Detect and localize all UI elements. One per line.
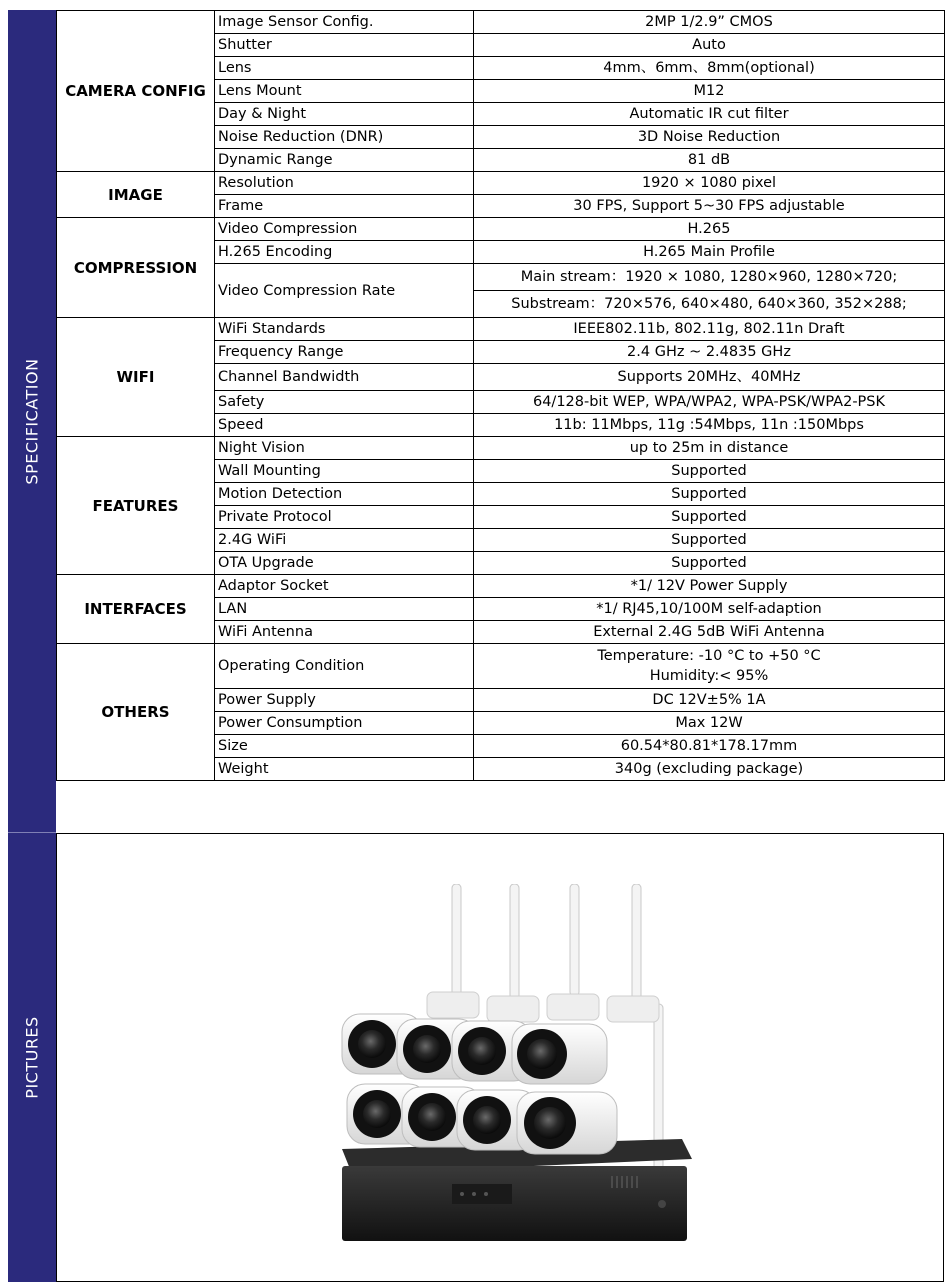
param-label: Power Supply [215, 689, 474, 712]
param-value: Supports 20MHz、40MHz [474, 364, 945, 391]
group-label-compression: COMPRESSION [57, 218, 215, 318]
param-label: Motion Detection [215, 483, 474, 506]
table-row [57, 437, 945, 460]
param-value-operating-condition [474, 644, 945, 689]
param-value: External 2.4G 5dB WiFi Antenna [474, 621, 945, 644]
sidebar-pictures [8, 833, 56, 1282]
group-label-others: OTHERS [57, 644, 215, 781]
param-value: 60.54*80.81*178.17mm [474, 735, 945, 758]
param-value: Supported [474, 506, 945, 529]
param-value: Max 12W [474, 712, 945, 735]
table-row [57, 644, 945, 689]
param-label: Adaptor Socket [215, 575, 474, 598]
param-label: H.265 Encoding [215, 241, 474, 264]
temperature-value: Temperature: -10 °C to +50 °C [597, 648, 821, 664]
param-label: Resolution [215, 172, 474, 195]
param-value: 2MP 1/2.9” CMOS [474, 11, 945, 34]
group-label-features: FEATURES [57, 437, 215, 575]
param-value: 4mm、6mm、8mm(optional) [474, 57, 945, 80]
table-row [57, 318, 945, 341]
param-label: Lens Mount [215, 80, 474, 103]
param-value: Supported [474, 483, 945, 506]
table-row [57, 218, 945, 241]
param-label: Speed [215, 414, 474, 437]
param-value: 30 FPS, Support 5~30 FPS adjustable [474, 195, 945, 218]
group-label-camera-config: CAMERA CONFIG [57, 11, 215, 172]
param-label: Safety [215, 391, 474, 414]
pictures-panel [56, 833, 944, 1282]
param-value: M12 [474, 80, 945, 103]
param-label: WiFi Antenna [215, 621, 474, 644]
param-label: Night Vision [215, 437, 474, 460]
camera-row-front [347, 1084, 617, 1154]
param-label: Noise Reduction (DNR) [215, 126, 474, 149]
humidity-value: Humidity:< 95% [649, 668, 769, 684]
param-label: Day & Night [215, 103, 474, 126]
spec-sheet [8, 10, 944, 1282]
param-label: Weight [215, 758, 474, 781]
param-value: 3D Noise Reduction [474, 126, 945, 149]
nvr-recorder [342, 1139, 692, 1241]
param-label: Frame [215, 195, 474, 218]
param-value-main-stream: Main stream：1920 × 1080, 1280×960, 1280×720; [474, 264, 945, 291]
param-value: 64/128-bit WEP, WPA/WPA2, WPA-PSK/WPA2-PSK [474, 391, 945, 414]
group-label-image: IMAGE [57, 172, 215, 218]
sidebar-specification [8, 10, 56, 832]
param-value: Supported [474, 552, 945, 575]
param-value: 11b: 11Mbps, 11g :54Mbps, 11n :150Mbps [474, 414, 945, 437]
param-value: *1/ RJ45,10/100M self-adaption [474, 598, 945, 621]
param-value: IEEE802.11b, 802.11g, 802.11n Draft [474, 318, 945, 341]
sidebar-specification-label: SPECIFICATION [22, 357, 42, 485]
nvr-camera-kit-image [332, 884, 722, 1254]
param-label: LAN [215, 598, 474, 621]
sidebar-pictures-label: PICTURES [22, 1016, 42, 1099]
param-label: OTA Upgrade [215, 552, 474, 575]
param-label: Image Sensor Config. [215, 11, 474, 34]
param-label: Power Consumption [215, 712, 474, 735]
param-value: Automatic IR cut filter [474, 103, 945, 126]
specification-table [56, 10, 945, 781]
table-row [57, 172, 945, 195]
param-label: Private Protocol [215, 506, 474, 529]
param-label: Wall Mounting [215, 460, 474, 483]
param-value: DC 12V±5% 1A [474, 689, 945, 712]
param-value: Supported [474, 529, 945, 552]
param-value: H.265 [474, 218, 945, 241]
group-label-interfaces: INTERFACES [57, 575, 215, 644]
param-value-substream: Substream：720×576, 640×480, 640×360, 352×288; [474, 291, 945, 318]
param-value: 1920 × 1080 pixel [474, 172, 945, 195]
param-label: 2.4G WiFi [215, 529, 474, 552]
param-value: 340g (excluding package) [474, 758, 945, 781]
group-label-wifi: WIFI [57, 318, 215, 437]
table-row [57, 11, 945, 34]
param-value: Auto [474, 34, 945, 57]
param-label: Size [215, 735, 474, 758]
param-value: H.265 Main Profile [474, 241, 945, 264]
param-value: Supported [474, 460, 945, 483]
param-label: WiFi Standards [215, 318, 474, 341]
param-label: Video Compression [215, 218, 474, 241]
param-label: Channel Bandwidth [215, 364, 474, 391]
camera-row-back [342, 1014, 607, 1084]
param-label: Shutter [215, 34, 474, 57]
param-label: Frequency Range [215, 341, 474, 364]
param-value: 81 dB [474, 149, 945, 172]
param-value: up to 25m in distance [474, 437, 945, 460]
param-value: *1/ 12V Power Supply [474, 575, 945, 598]
param-label: Dynamic Range [215, 149, 474, 172]
param-label: Lens [215, 57, 474, 80]
table-row [57, 575, 945, 598]
param-label: Video Compression Rate [215, 264, 474, 318]
param-value: 2.4 GHz ~ 2.4835 GHz [474, 341, 945, 364]
param-label: Operating Condition [215, 644, 474, 689]
